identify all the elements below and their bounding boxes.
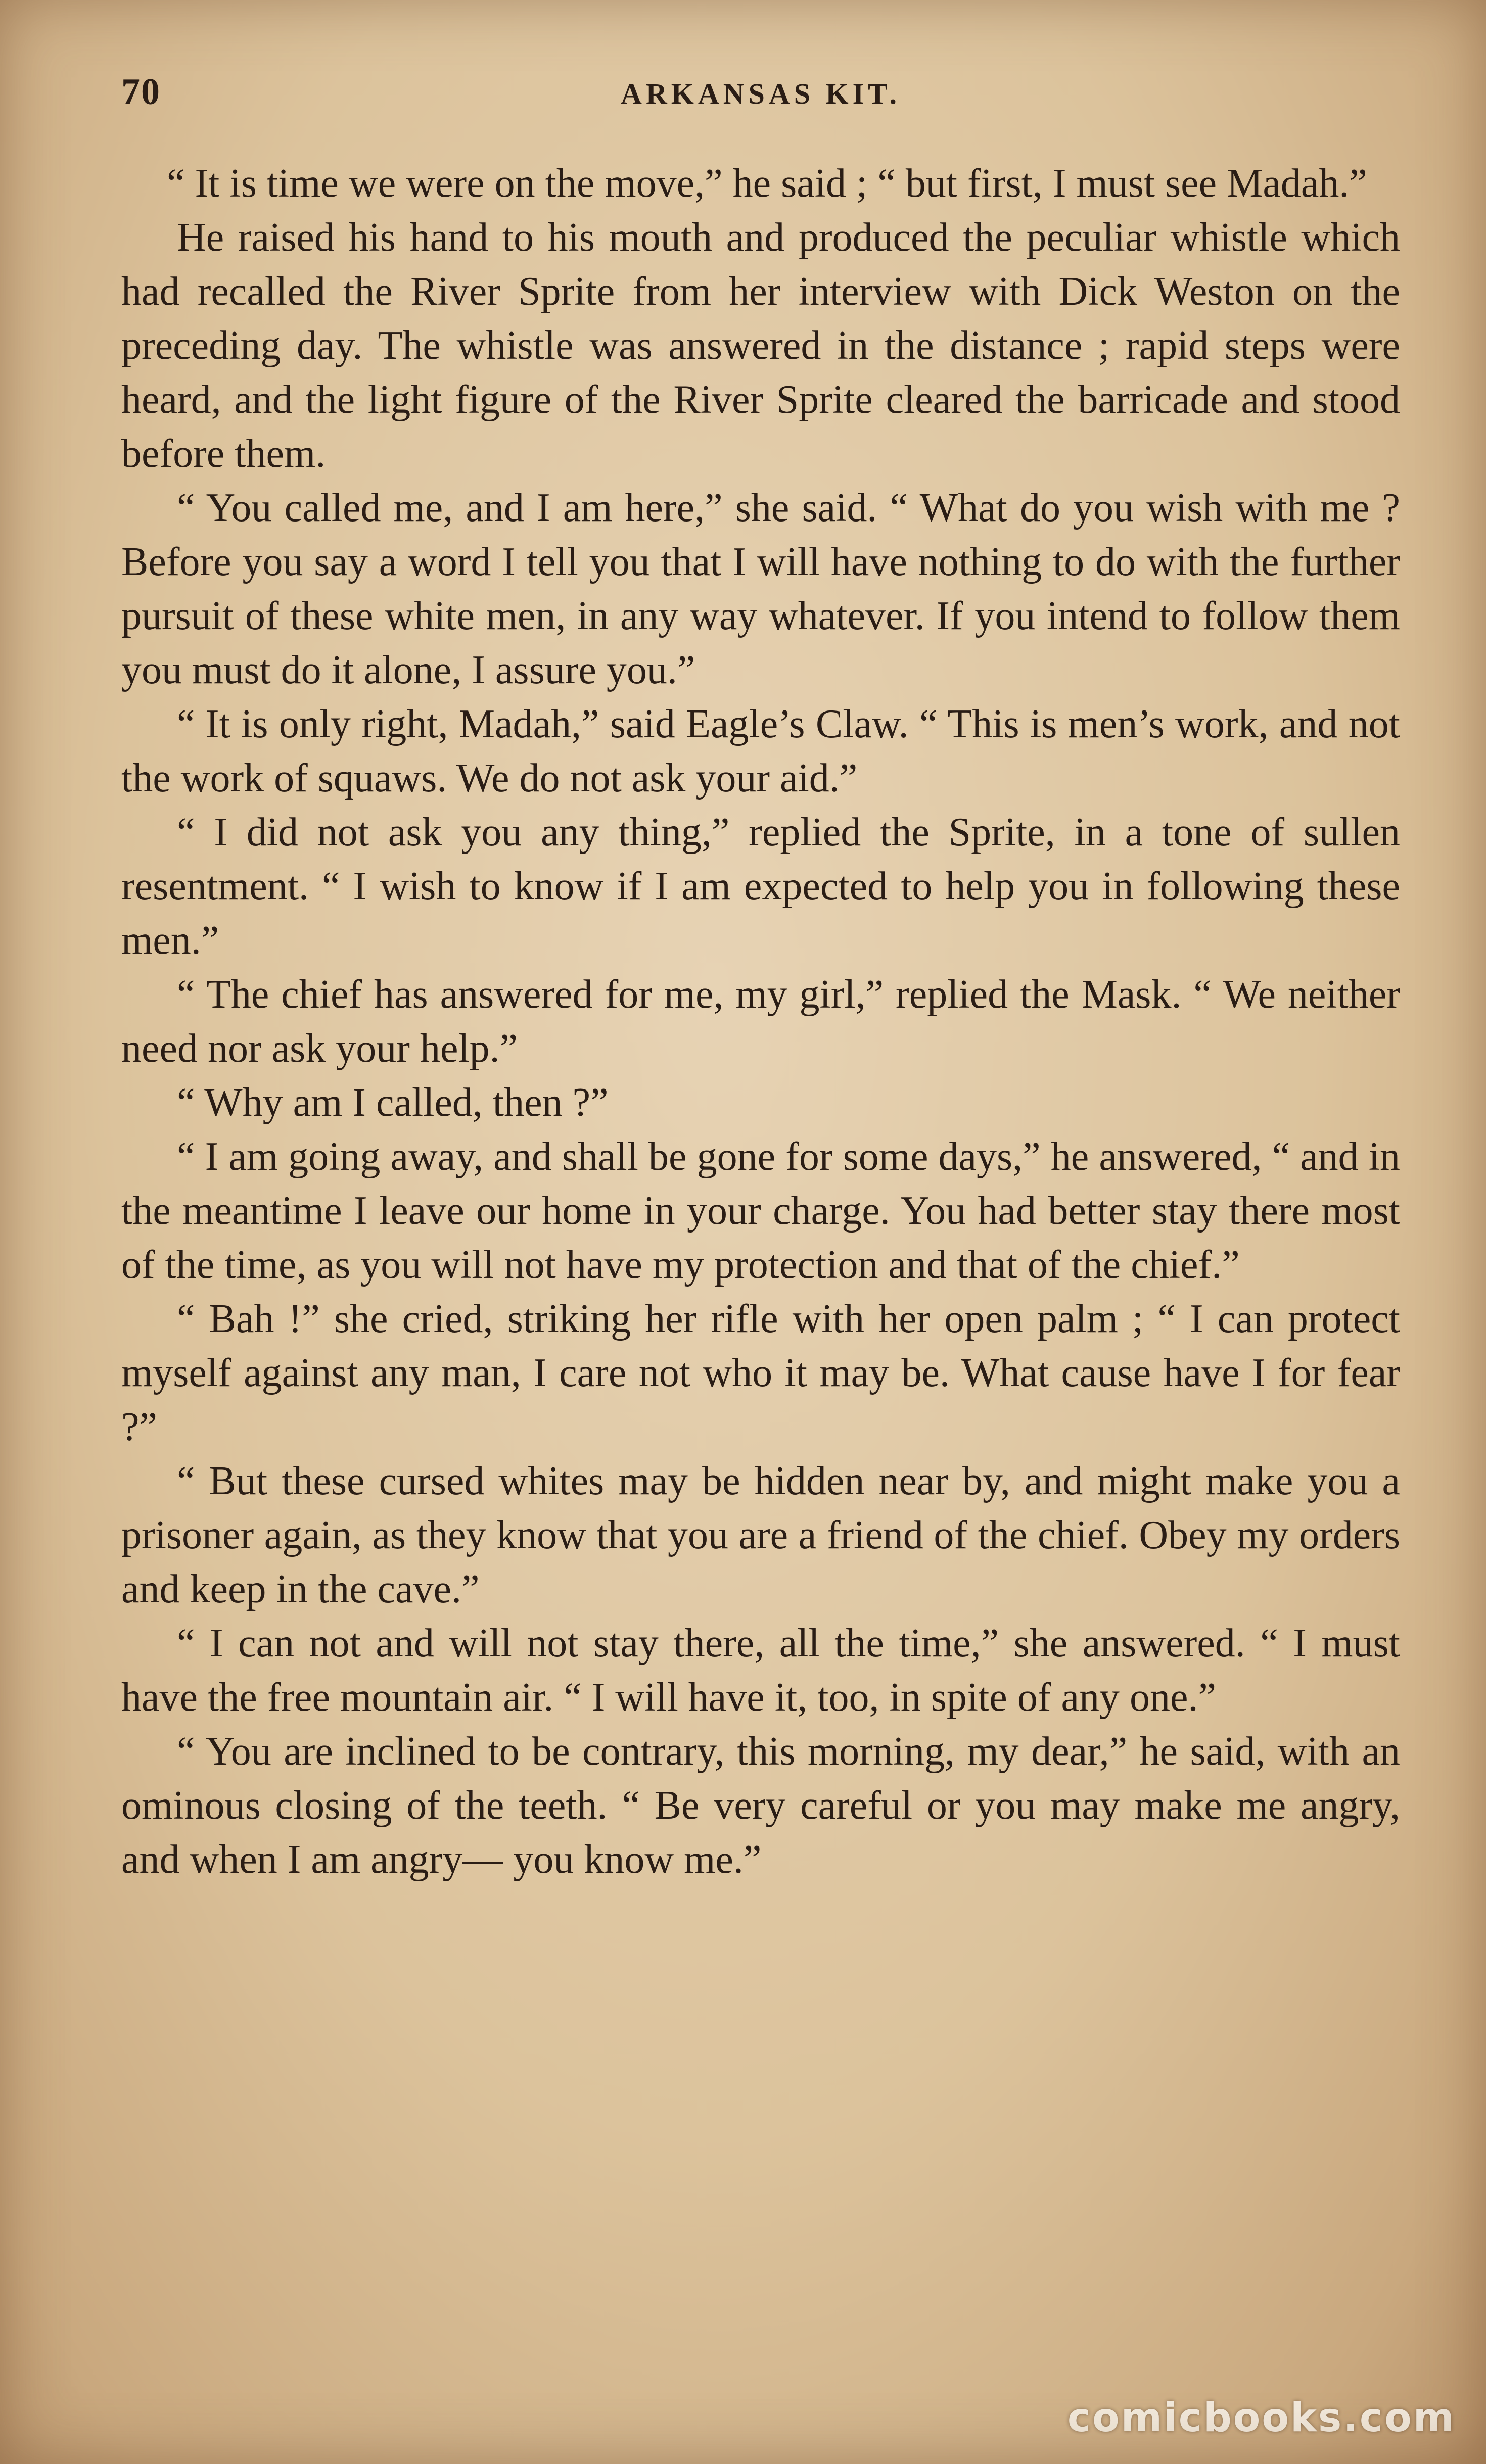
page-header [121, 71, 1400, 116]
paragraph: “ The chief has answered for me, my girl,” replied the Mask. “ We neither need nor ask your help.” [121, 972, 1400, 1071]
paragraph: “ But these cursed whites may be hidden near by, and might make you a prisoner again, as they know that you are a friend of the chief. Obey my orders and keep in the cave.” [121, 1459, 1400, 1612]
page-number: 70 [121, 71, 161, 113]
paragraph: “ Why am I called, then ?” [177, 1080, 609, 1125]
paragraph: “ It is only right, Madah,” said Eagle’s Claw. “ This is men’s work, and not the work of squaws. We do not ask your aid.” [121, 702, 1400, 800]
paragraph: “ I can not and will not stay there, all the time,” she answered. “ I must have the free mountain air. “ I will have it, too, in spite of any one.” [121, 1621, 1400, 1720]
watermark: comicbooks.com [1067, 2395, 1456, 2441]
paragraph: “ It is time we were on the move,” he said ; “ but first, I must see Madah.” [167, 161, 1367, 206]
paragraph: “ Bah !” she cried, striking her rifle with her open palm ; “ I can protect myself against any man, I care not who it may be. What cause have I for fear ?” [121, 1297, 1400, 1449]
paragraph: “ You are inclined to be contrary, this morning, my dear,” he said, with an ominous closing of the teeth. “ Be very careful or you may make me angry, and when I am angry— you know me.” [121, 1729, 1400, 1882]
body-text [121, 157, 1400, 1887]
paragraph: “ You called me, and I am here,” she said. “ What do you wish with me ? Before you say a word I tell you that I will have nothing to do with the further pursuit of these white men, in any way whatever. If you intend to follow them you must do it alone, I assure you.” [121, 486, 1400, 692]
running-head-title: ARKANSAS KIT. [620, 77, 901, 110]
paragraph: “ I did not ask you any thing,” replied the Sprite, in a tone of sullen resentment. “ I wish to know if I am expected to help you in following these men.” [121, 810, 1400, 963]
paragraph: “ I am going away, and shall be gone for some days,” he answered, “ and in the meantime I leave our home in your charge. You had better stay there most of the time, as you will not have my protection and that of the chief.” [121, 1134, 1400, 1287]
paragraph: He raised his hand to his mouth and produced the peculiar whistle which had recalled the River Sprite from her interview with Dick Weston on the preceding day. The whistle was answered in the distance ; rapid steps were heard, and the light figure of the River Sprite cleared the barricade and stood before them. [121, 215, 1400, 476]
